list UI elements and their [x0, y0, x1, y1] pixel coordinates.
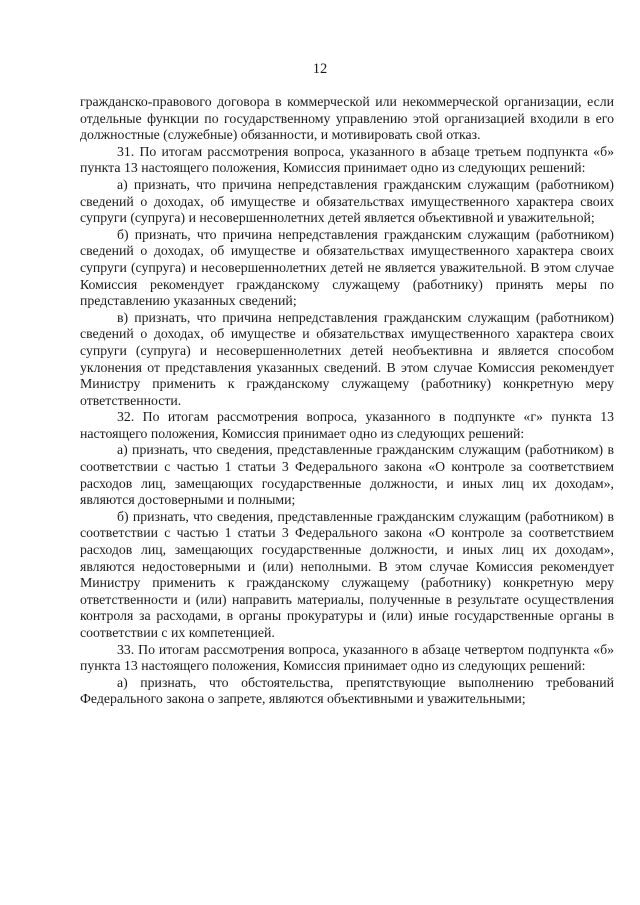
paragraph-item-32-a: а) признать, что сведения, представленные гражданским служащим (работником) в соответствии с частью 1 статьи 3 Федерального закона «О контроле за соответствием расходов лиц, замещающих государственные должности, и иных лиц их доходам», являются достоверными и полными; — [80, 442, 614, 508]
page-number: 12 — [312, 61, 328, 77]
paragraph-item-33: 33. По итогам рассмотрения вопроса, указанного в абзаце четвертом подпункта «б» пункта 13 настоящего положения, Комиссия принимает одно из следующих решений: — [80, 641, 614, 674]
paragraph-item-33-a: а) признать, что обстоятельства, препятствующие выполнению требований Федерального закона о запрете, являются объективными и уважительными; — [80, 674, 614, 707]
paragraph-item-32-b: б) признать, что сведения, представленные гражданским служащим (работником) в соответствии с частью 1 статьи 3 Федерального закона «О контроле за соответствием расходов лиц, замещающих государственные должности, и иных лиц их доходам», являются недостоверными и (или) неполными. В этом случае Комиссия рекомендует Министру применить к гражданскому служащему (работнику) конкретную меру ответственности и (или) направить материалы, полученные в результате осуществления контроля за расходами, в органы прокуратуры и (или) иные государственные органы в соответствии с их компетенцией. — [80, 508, 614, 640]
paragraph-item-31: 31. По итогам рассмотрения вопроса, указанного в абзаце третьем подпункта «б» пункта 13 настоящего положения, Комиссия принимает одно из следующих решений: — [80, 143, 614, 176]
document-body — [80, 94, 614, 708]
paragraph-item-31-v: в) признать, что причина непредставления гражданским служащим (работником) сведений о доходах, об имуществе и обязательствах имущественного характера своих супруги (супруга) и несовершеннолетних детей необъективна и является способом уклонения от представления указанных сведений. В этом случае Комиссия рекомендует Министру применить к гражданскому служащему (работнику) конкретную меру ответственности. — [80, 309, 614, 408]
paragraph-item-32: 32. По итогам рассмотрения вопроса, указанного в подпункте «г» пункта 13 настоящего положения, Комиссия принимает одно из следующих решений: — [80, 409, 614, 441]
paragraph-item-31-a: а) признать, что причина непредставления гражданским служащим (работником) сведений о доходах, об имуществе и обязательствах имущественного характера своих супруги (супруга) и несовершеннолетних детей является объективной и уважительной; — [80, 176, 614, 226]
paragraph-continuation: гражданско-правового договора в коммерческой или некоммерческой организации, если отдельные функции по государственному управлению этой организацией входили в его должностные (служебные) обязанности, и мотивировать свой отказ. — [80, 94, 614, 143]
paragraph-item-31-b: б) признать, что причина непредставления гражданским служащим (работником) сведений о доходах, об имуществе и обязательствах имущественного характера своих супруги (супруга) и несовершеннолетних детей не является уважительной. В этом случае Комиссия рекомендует гражданскому служащему (работнику) принять меры по представлению указанных сведений; — [80, 226, 614, 309]
